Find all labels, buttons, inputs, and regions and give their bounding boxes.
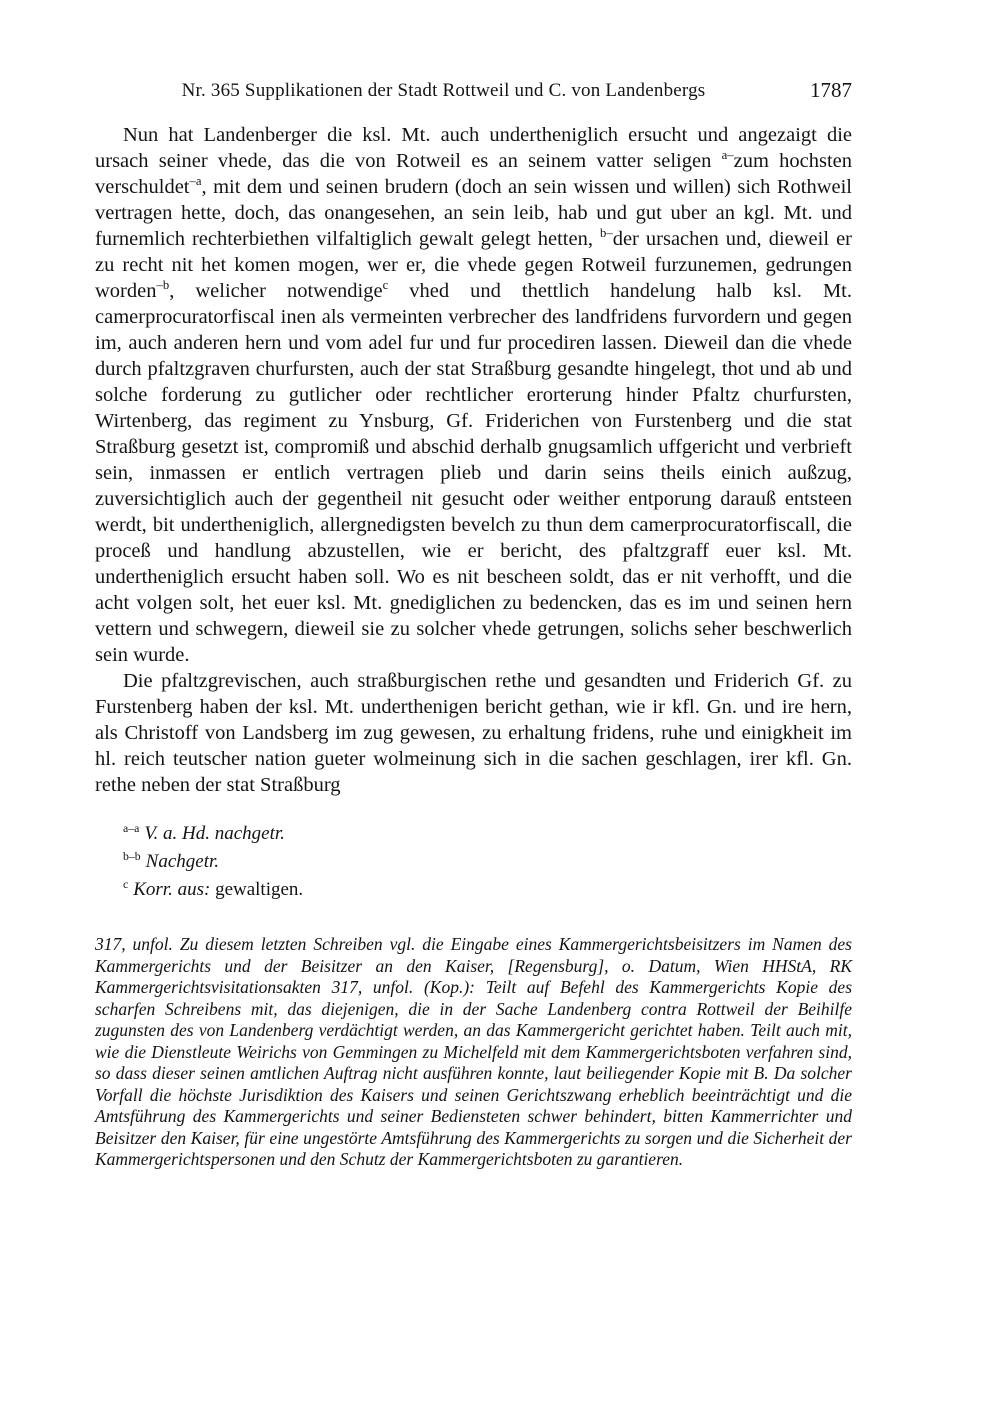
apparatus-text-c-italic: Korr. aus:	[133, 879, 211, 900]
text-run: zum hochsten verschuldet	[95, 150, 852, 198]
apparatus-text-c-roman: gewaltigen.	[210, 879, 304, 900]
text-run: , welicher notwendige	[169, 280, 383, 302]
note-marker-b-start: b–	[599, 226, 613, 241]
note-marker-a-end: –a	[189, 174, 202, 189]
paragraph-1	[95, 122, 852, 668]
text-run: Nun hat Landenberger die ksl. Mt. auch undertheniglich ersucht und angezaigt die ursach seiner vhede, das die von Rotweil es an seinem vatter seligen	[95, 124, 852, 172]
note-marker-c: c	[382, 278, 389, 293]
apparatus-label-c: c	[123, 877, 129, 891]
page-number: 1787	[810, 78, 852, 102]
apparatus-label-a: a–a	[123, 821, 140, 835]
text-run: der ursachen und, dieweil er zu recht nit het komen mogen, wer er, die vhede gegen Rotweil furzunemen, gedrungen worden	[95, 228, 852, 302]
apparatus-text-a: V. a. Hd. nachgetr.	[144, 823, 285, 844]
running-title: Nr. 365 Supplikationen der Stadt Rottweil und C. von Landenbergs	[181, 80, 706, 101]
apparatus-line-a	[123, 820, 852, 848]
page-header	[95, 80, 852, 106]
text-run: vhed und thettlich handelung halb ksl. Mt. camerprocuratorfiscal inen als vermeinten verbrecher des landfridens furvordern und gegen im, auch anderen hern und vom adel fur und fur procediren lassen. Dieweil dan die vhede durch pfaltzgraven churfursten, auch der stat Straßburg gesandte hingelegt, thot und ab und solche forderung zu gutlicher oder rechtlicher erorterung hinder Pfaltz churfursten, Wirtenberg, das regiment zu Ynsburg, Gf. Friderichen von Furstenberg und die stat Straßburg gesetzt ist, compromiß und abschid derhalb gnugsamlich uffgericht und verbrieft sein, inmassen er entlich vertragen plieb und darin seins theils einich außzug, zuversichtiglich auch der gegentheil nit gesucht oder weither entporung darauß entsteen werdt, bit undertheniglich, allergnedigsten bevelch zu thun dem camerprocuratorfiscall, die proceß und handlung abzustellen, wie er bericht, des pfaltzgraff euer ksl. Mt. undertheniglich ersucht haben soll. Wo es nit bescheen soldt, das er nit verhofft, und die acht volgen solt, het euer ksl. Mt. gnediglichen zu bedencken, das es im und seinen hern vettern und schwegern, dieweil sie zu solcher vhede getrungen, solichs seher beschwerlich sein wurde.	[95, 280, 852, 666]
text-column	[95, 80, 852, 1171]
text-run: , mit dem und seinen brudern (doch an sein wissen und willen) sich Rothweil vertragen hette, doch, das onangesehen, an sein leib, hab und gut uber an kgl. Mt. und furnemlich rechterbiethen vilfaltiglich gewalt gelegt hetten,	[95, 176, 852, 250]
apparatus-line-b	[123, 848, 852, 876]
note-marker-b-end: –b	[156, 278, 170, 293]
apparatus-label-b: b–b	[123, 849, 141, 863]
main-text	[95, 122, 852, 798]
critical-apparatus	[95, 820, 852, 904]
paragraph-2: Die pfaltzgrevischen, auch straßburgischen rethe und gesandten und Friderich Gf. zu Furstenberg haben der ksl. Mt. underthenigen bericht gethan, wie ir kfl. Gn. und ire hern, als Christoff von Landsberg im zug gewesen, zu erhaltung fridens, ruhe und einigkheit im hl. reich teutscher nation gueter wolmeinung sich in die sachen geschlagen, irer kfl. Gn. rethe neben der stat Straßburg	[95, 670, 852, 796]
note-marker-a-start: a–	[721, 148, 734, 163]
archival-footnote: 317, unfol. Zu diesem letzten Schreiben vgl. die Eingabe eines Kammergerichtsbeisitzers im Namen des Kammergerichts und der Beisitzer an den Kaiser, [Regensburg], o. Datum, Wien HHStA, RK Kammergerichtsvisitationsakten 317, unfol. (Kop.): Teilt auf Befehl des Kammergerichts Kopie des scharfen Schreibens mit, das diejenigen, die in der Sache Landenberg contra Rottweil der Beihilfe zugunsten des von Landenberg verdächtigt werden, an das Kammergericht gerichtet haben. Teilt auch mit, wie die Dienstleute Weirichs von Gemmingen zu Michelfeld mit dem Kammergerichtsboten verfahren sind, so dass dieser seinen amtlichen Auftrag nicht ausführen konnte, laut beiliegender Kopie mit B. Da solcher Vorfall die höchste Jurisdiktion des Kaisers und seinen Gerichtszwang erheblich beeinträchtigt und die Amtsführung des Kammergerichts und seiner Bediensteten schwer behindert, bitten Kammerrichter und Beisitzer den Kaiser, für eine ungestörte Amtsführung des Kammergerichts zu sorgen und die Sicherheit der Kammergerichtspersonen und den Schutz der Kammergerichtsboten zu garantieren.	[95, 934, 852, 1169]
apparatus-text-b: Nachgetr.	[145, 851, 220, 872]
apparatus-line-c	[123, 876, 852, 904]
